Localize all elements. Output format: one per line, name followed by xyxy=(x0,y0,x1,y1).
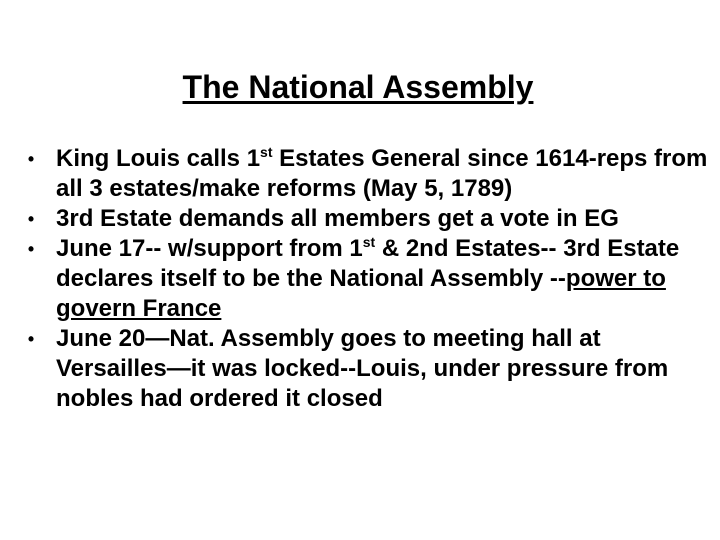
bullet-text: & 2nd Estates-- 3rd Estate declares itself to be the National Assembly -- xyxy=(56,235,680,292)
ordinal-suffix: st xyxy=(362,234,376,250)
bullet-text: 3rd Estate demands all members get a vote in EG xyxy=(56,205,619,232)
bullet-item xyxy=(24,234,714,324)
bullet-marker: • xyxy=(27,149,35,169)
ordinal-suffix: st xyxy=(260,144,273,160)
bullet-marker: • xyxy=(27,209,35,229)
bullet-item xyxy=(24,144,714,204)
bullet-list xyxy=(24,144,714,414)
bullet-text: June 20—Nat. Assembly goes to meeting hall at Versailles—it was locked--Louis, under pressure from nobles had ordered it closed xyxy=(56,325,669,412)
bullet-marker: • xyxy=(27,329,35,349)
bullet-item xyxy=(24,204,714,234)
slide-title-text: The National Assembly xyxy=(182,69,534,105)
slide-title xyxy=(0,64,720,110)
bullet-text: King Louis calls 1 xyxy=(56,145,261,172)
bullet-marker: • xyxy=(27,239,35,259)
underlined-phrase: power to govern France xyxy=(56,265,666,322)
bullet-text: Estates General since 1614-reps from all 3 estates/make reforms (May 5, 1789) xyxy=(56,145,708,202)
bullet-text: June 17-- w/support from 1 xyxy=(56,235,363,262)
bullet-item xyxy=(24,324,714,414)
